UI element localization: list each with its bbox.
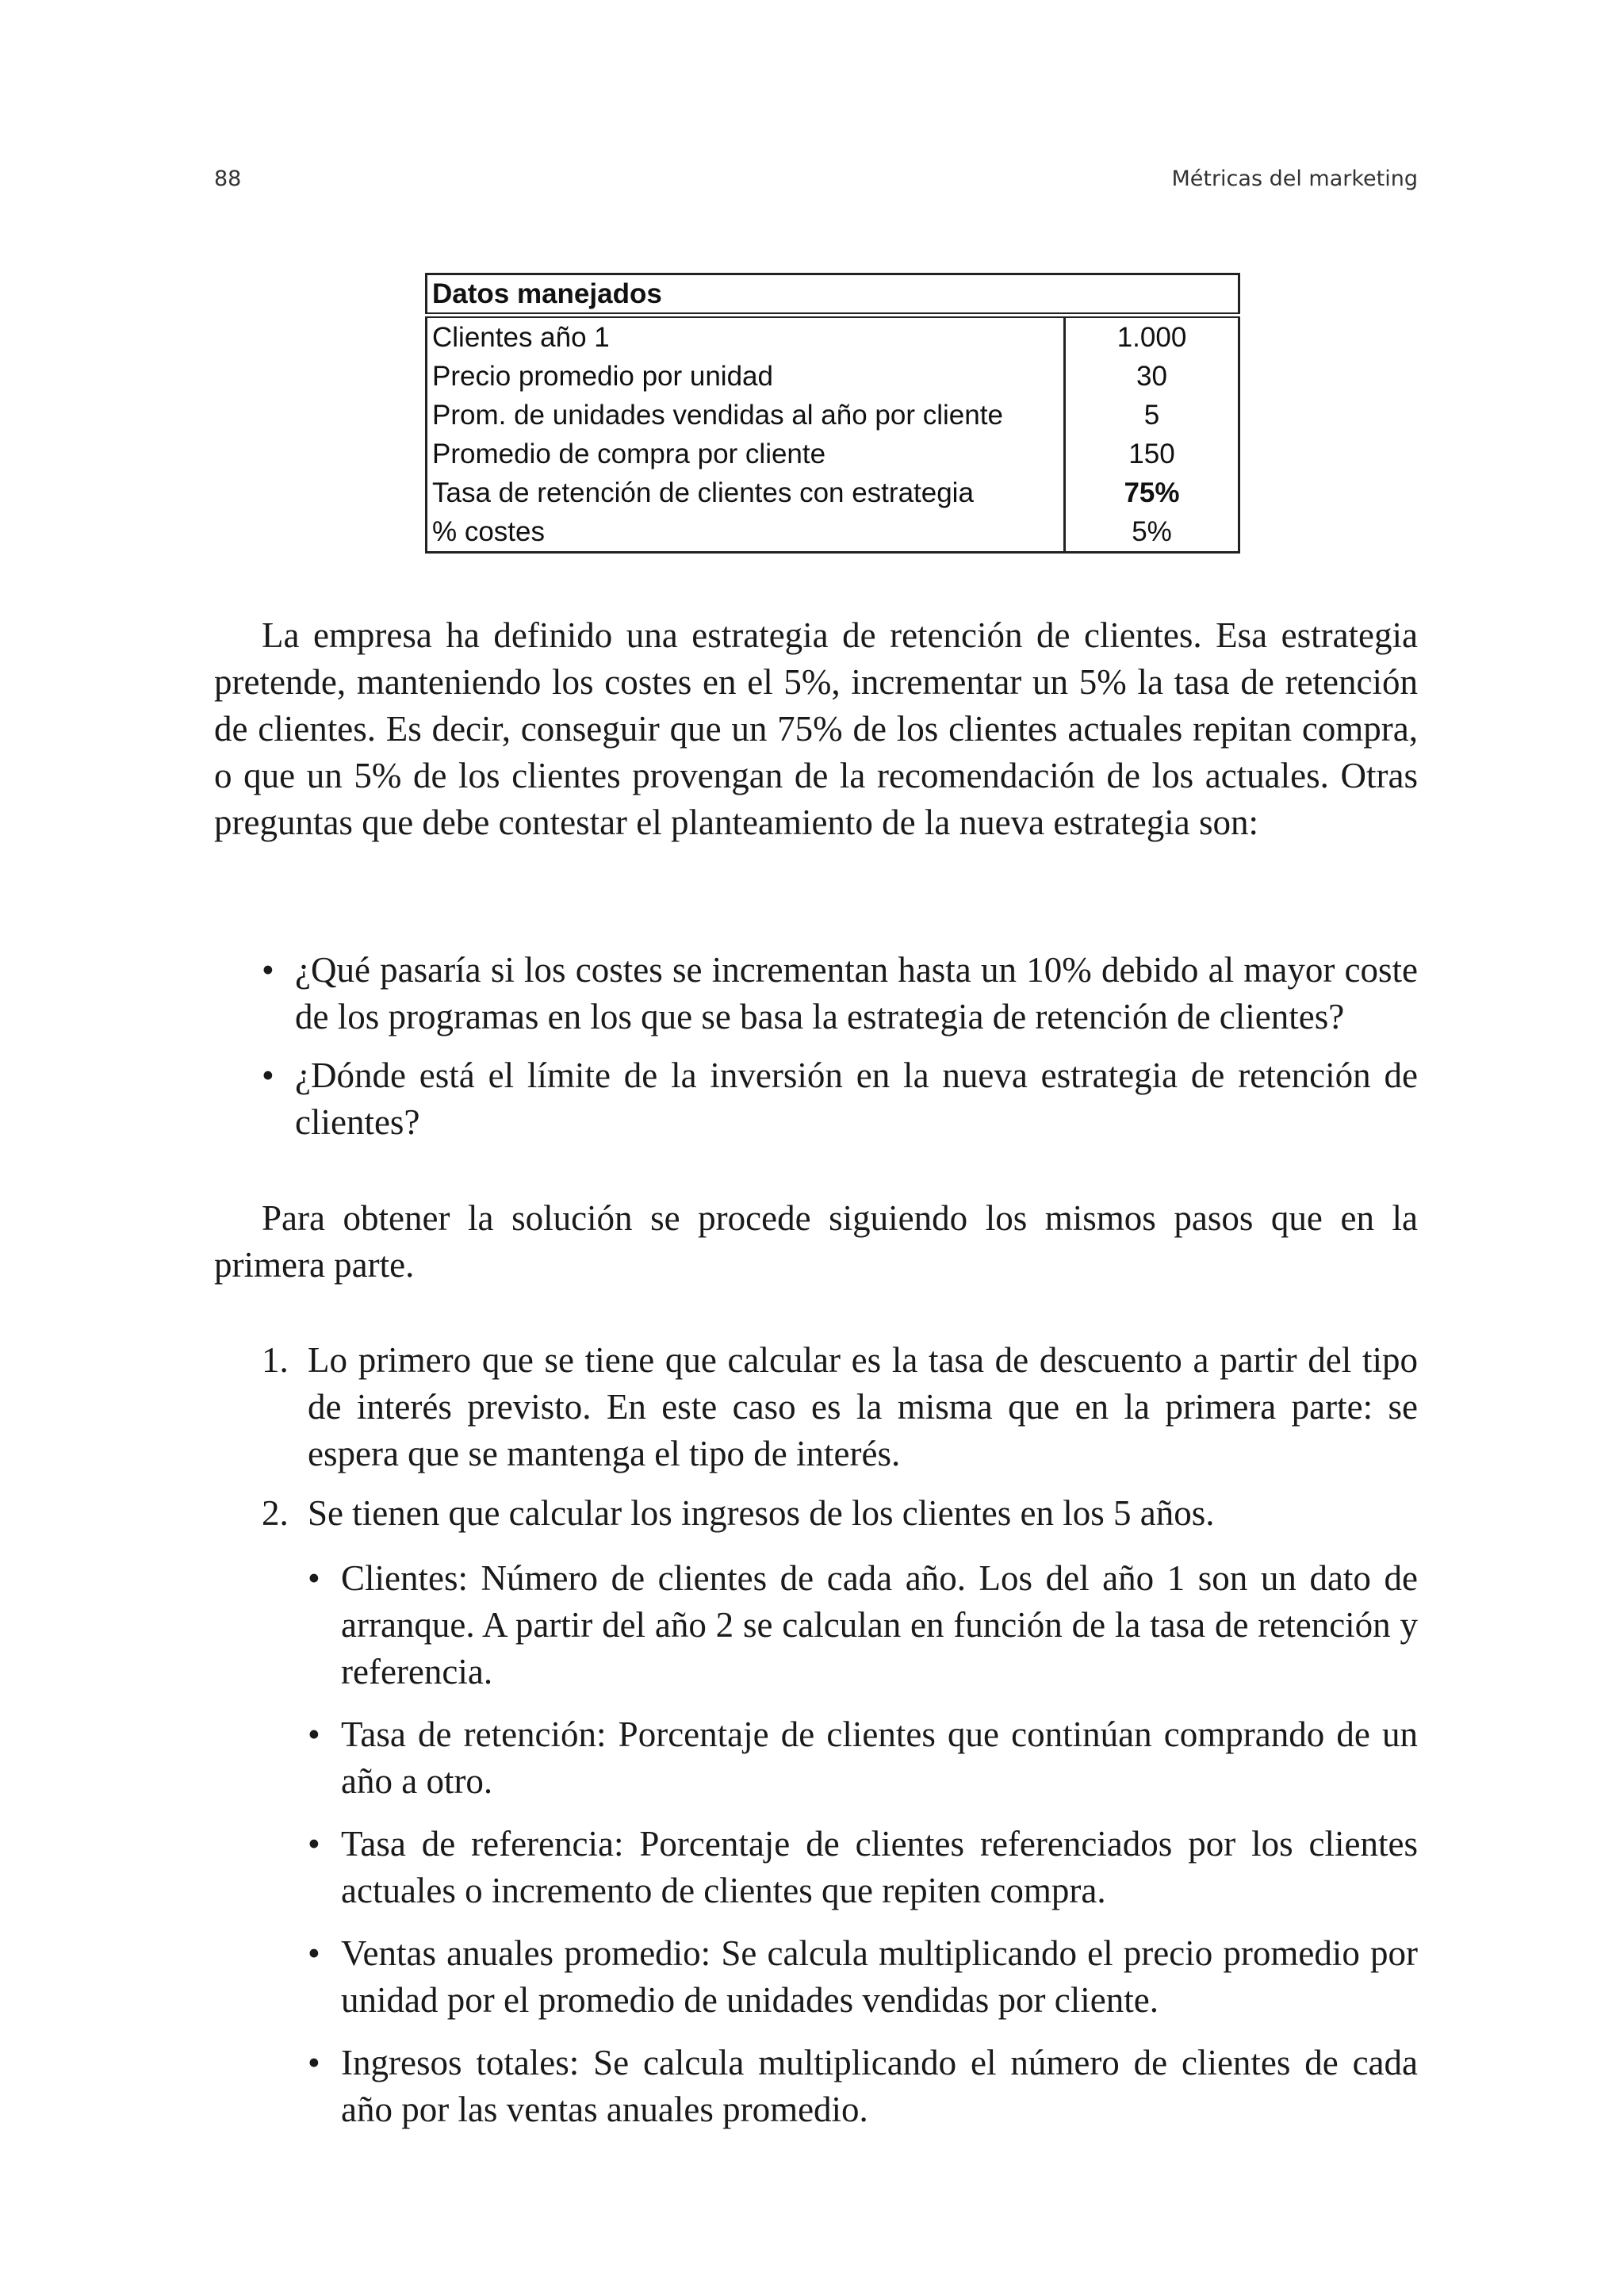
row-label: Prom. de unidades vendidas al año por cliente bbox=[427, 396, 1065, 435]
list-item bbox=[308, 1930, 1418, 2024]
row-value: 5 bbox=[1143, 400, 1160, 431]
list-item bbox=[262, 1490, 1418, 1537]
table-row bbox=[427, 357, 1239, 396]
list-item bbox=[308, 1821, 1418, 1914]
list-item-text: Clientes: Número de clientes de cada año. Los del año 1 son un dato de arranque. A partir del año 2 se calculan en función de la tasa de retención y referencia. bbox=[341, 1558, 1418, 1691]
running-title: Métricas del marketing bbox=[1171, 167, 1418, 191]
list-item bbox=[308, 1555, 1418, 1695]
row-value: 5% bbox=[1132, 516, 1172, 547]
row-label: Precio promedio por unidad bbox=[427, 357, 1065, 396]
bullet-marker: • bbox=[308, 1714, 320, 1754]
bullet-marker: • bbox=[308, 1933, 320, 1973]
list-item bbox=[308, 1711, 1418, 1805]
page-number: 88 bbox=[214, 167, 242, 191]
list-item-text: Tasa de referencia: Porcentaje de clientes referenciados por los clientes actuales o incremento de clientes que repiten compra. bbox=[341, 1824, 1418, 1910]
bullet-marker: • bbox=[308, 2043, 320, 2082]
row-label: Promedio de compra por cliente bbox=[427, 435, 1065, 473]
list-item-text: Se tienen que calcular los ingresos de los clientes en los 5 años. bbox=[308, 1493, 1215, 1533]
row-label: Clientes año 1 bbox=[427, 316, 1065, 358]
row-value: 30 bbox=[1136, 361, 1167, 392]
table-title: Datos manejados bbox=[427, 274, 1239, 316]
step2-sublist bbox=[308, 1555, 1418, 2133]
table-row bbox=[427, 316, 1239, 358]
table-row bbox=[427, 435, 1239, 473]
bullet-marker: • bbox=[262, 950, 274, 990]
bullet-marker: • bbox=[308, 1558, 320, 1598]
step-number: 2. bbox=[262, 1493, 289, 1533]
bullet-marker: • bbox=[262, 1055, 274, 1095]
bullet-marker: • bbox=[308, 1824, 320, 1864]
table-row bbox=[427, 396, 1239, 435]
paragraph-strategy: La empresa ha definido una estrategia de retención de clientes. Esa estrategia pretende, manteniendo los costes en el 5%, incrementar un 5% la tasa de retención de clientes. Es decir, conseguir que un 75% de los clientes actuales repitan compra, o que un 5% de los clientes provengan de la recomendación de los actuales. Otras preguntas que debe contestar el planteamiento de la nueva estrategia son: bbox=[214, 615, 1418, 842]
table-header-row bbox=[427, 274, 1239, 316]
list-item-text: ¿Qué pasaría si los costes se incrementan hasta un 10% debido al mayor coste de los programas en los que se basa la estrategia de retención de clientes? bbox=[295, 950, 1418, 1036]
row-value: 1.000 bbox=[1116, 322, 1187, 353]
row-label: % costes bbox=[427, 512, 1065, 553]
list-item-text: ¿Dónde está el límite de la inversión en la nueva estrategia de retención de clientes? bbox=[295, 1055, 1418, 1142]
list-item bbox=[262, 947, 1418, 1040]
list-item bbox=[262, 1337, 1418, 1477]
row-label: Tasa de retención de clientes con estrategia bbox=[427, 473, 1065, 512]
list-item-text: Ventas anuales promedio: Se calcula multiplicando el precio promedio por unidad por el promedio de unidades vendidas por cliente. bbox=[341, 1933, 1418, 2020]
data-table bbox=[425, 273, 1240, 554]
list-item bbox=[262, 1052, 1418, 1146]
step-number: 1. bbox=[262, 1340, 289, 1380]
list-item-text: Lo primero que se tiene que calcular es la tasa de descuento a partir del tipo de interés previsto. En este caso es la misma que en la primera parte: se espera que se mantenga el tipo de interés. bbox=[308, 1340, 1418, 1473]
list-item-text: Ingresos totales: Se calcula multiplicando el número de clientes de cada año por las ventas anuales promedio. bbox=[341, 2043, 1418, 2129]
list-item-text: Tasa de retención: Porcentaje de clientes que continúan comprando de un año a otro. bbox=[341, 1714, 1418, 1801]
table-row bbox=[427, 473, 1239, 512]
paragraph-solution: Para obtener la solución se procede siguiendo los mismos pasos que en la primera parte. bbox=[214, 1198, 1418, 1285]
questions-list bbox=[262, 947, 1418, 1146]
row-value: 150 bbox=[1128, 439, 1175, 469]
list-item bbox=[308, 2040, 1418, 2133]
table-row bbox=[427, 512, 1239, 553]
steps-list bbox=[262, 1337, 1418, 1537]
row-value: 75% bbox=[1124, 477, 1180, 508]
running-header bbox=[214, 167, 1418, 198]
